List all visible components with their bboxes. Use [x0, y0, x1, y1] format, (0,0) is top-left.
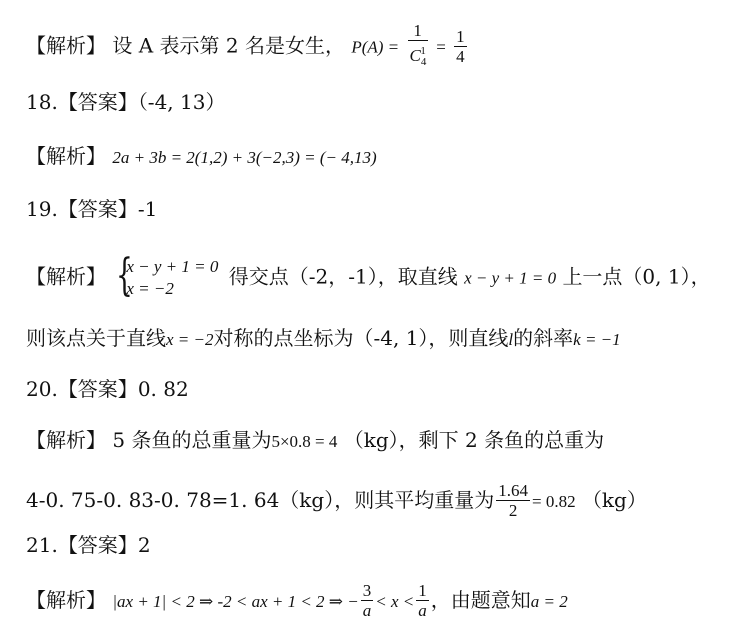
q17-frac1-numerator: 1 [413, 21, 422, 40]
q21-text: ，由题意知 [430, 588, 531, 612]
q19-line2: x = −2 [166, 330, 214, 349]
q21-fraction-2 [416, 582, 429, 621]
q17-text: 设 A 表示第 2 名是女生， [112, 33, 345, 58]
q21-mid: < x < [375, 592, 415, 611]
q20-line2a: 4-0. 75-0. 83-0. 78=1. 64（kg），则其平均重量为 [26, 488, 495, 512]
q18-analysis-line [26, 144, 377, 170]
brace-icon: { [116, 250, 134, 301]
q21-f2-denominator: a [418, 601, 427, 620]
q19-text1: 得交点（-2，-1），取直线 [228, 264, 458, 289]
q20-analysis-line-2 [26, 482, 647, 521]
q21-f2-numerator: 1 [418, 581, 427, 600]
jiexi-label: 【解析】 [26, 428, 106, 452]
q19-number: 19. [26, 197, 58, 221]
q21-part1: |ax + 1| < 2 ⇒ -2 < ax + 1 < 2 ⇒ − [112, 592, 359, 611]
q20-text2: （kg），剩下 2 条鱼的总重为 [343, 428, 605, 452]
q20-number: 20. [26, 377, 58, 401]
q20-unit: （kg） [581, 488, 647, 512]
q20-calc1: 5×0.8 = 4 [271, 432, 338, 451]
daan-label: 【答案】 [57, 90, 138, 114]
q18-solution: 2a + 3b = 2(1,2) + 3(−2,3) = (− 4,13) [112, 148, 377, 167]
q20-frac-denominator: 2 [496, 500, 530, 521]
q17-frac2-numerator: 1 [456, 26, 465, 46]
q20-answer-line [26, 377, 189, 401]
q18-answer: （-4, 13） [137, 90, 226, 114]
q19-eq1: x − y + 1 = 0 [126, 257, 219, 276]
q17-frac2-denominator: 4 [456, 46, 465, 66]
q17-analysis-line [26, 22, 469, 72]
q19-l: l [508, 330, 514, 349]
q17-frac1-denominator: $C_4^1$ [408, 40, 428, 72]
q19-text4: 对称的点坐标为（-4, 1），则直线 [213, 326, 509, 350]
q17-fraction-1 [408, 22, 428, 72]
q19-equation-system [116, 250, 219, 301]
daan-label: 【答案】 [57, 377, 138, 401]
q20-answer: 0. 82 [137, 377, 189, 401]
q19-analysis-line-1 [26, 250, 711, 301]
daan-label: 【答案】 [57, 533, 138, 557]
jiexi-label: 【解析】 [26, 33, 106, 58]
q19-answer: -1 [137, 197, 158, 221]
q21-fraction-1 [361, 582, 374, 621]
jiexi-label: 【解析】 [26, 588, 106, 612]
q20-fraction [496, 482, 530, 521]
daan-label: 【答案】 [57, 197, 138, 221]
q19-eq2: x = −2 [126, 279, 174, 298]
q18-answer-line [26, 90, 225, 114]
q21-number: 21. [26, 533, 58, 557]
q17-equals: = [436, 37, 446, 57]
q19-text2: 上一点（0, 1）， [562, 264, 711, 289]
q20-result: = 0.82 [531, 492, 576, 511]
jiexi-label: 【解析】 [26, 264, 106, 289]
q21-answer: 2 [137, 533, 151, 557]
q19-analysis-line-2 [26, 326, 621, 352]
q20-frac-numerator: 1.64 [498, 481, 528, 500]
q17-fraction-2 [454, 28, 467, 67]
q20-analysis-line-1 [26, 428, 604, 454]
q21-f1-denominator: a [362, 601, 372, 620]
q19-answer-line [26, 197, 157, 221]
q20-text1: 5 条鱼的总重量为 [112, 428, 272, 452]
q21-answer-line [26, 533, 151, 557]
q21-analysis-line [26, 582, 568, 621]
q18-number: 18. [26, 90, 58, 114]
q19-text5: 的斜率 [513, 326, 574, 350]
jiexi-label: 【解析】 [26, 144, 106, 168]
q21-final: a = 2 [530, 592, 568, 611]
q17-prob-expr: P(A) = [351, 37, 400, 57]
q21-f1-numerator: 3 [362, 581, 372, 600]
q19-slope: k = −1 [573, 330, 621, 349]
q19-line-eq: x − y + 1 = 0 [464, 268, 557, 288]
q19-text3: 则该点关于直线 [26, 326, 166, 350]
